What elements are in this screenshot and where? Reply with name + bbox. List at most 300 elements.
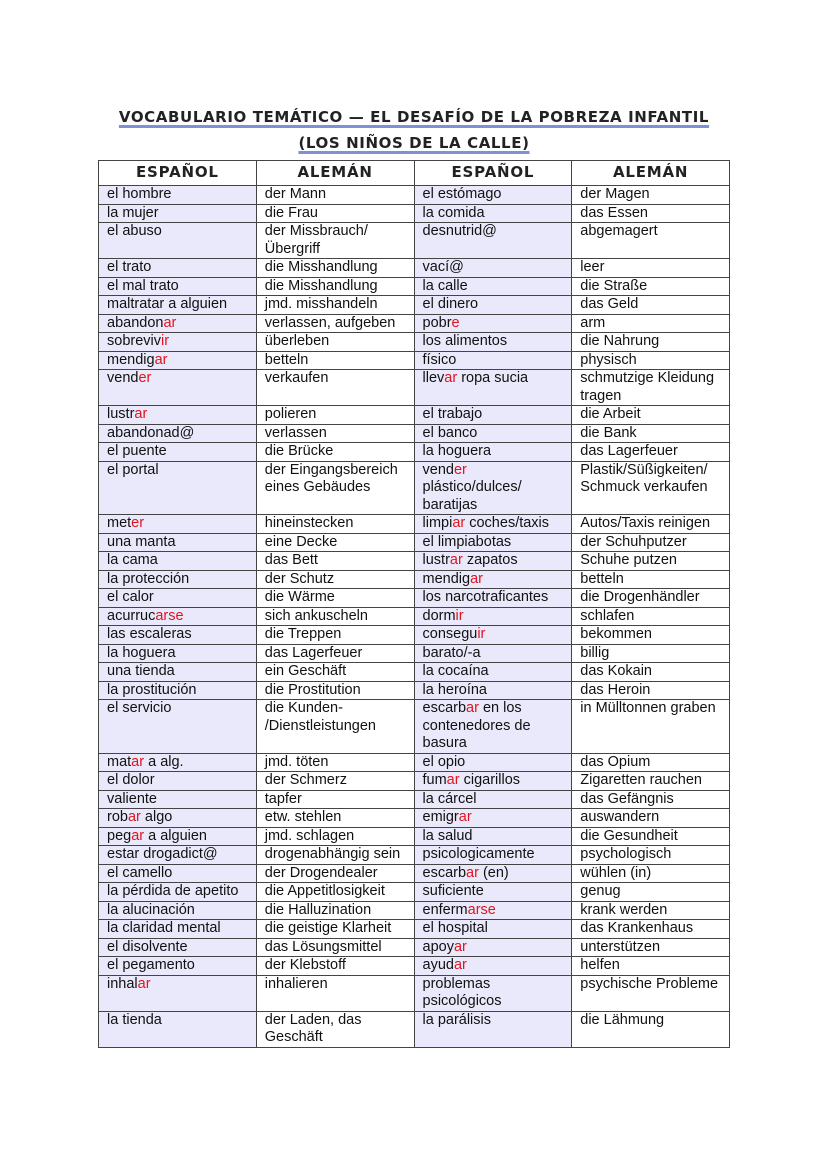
spanish-term-stem: sobreviv <box>107 333 161 349</box>
spanish-term <box>414 204 572 223</box>
table-row <box>99 957 730 976</box>
german-translation: physisch <box>572 351 730 370</box>
highlighted-verb-ending: er <box>138 370 152 386</box>
spanish-term-text: la protección <box>107 570 190 587</box>
spanish-term-stem: mendig <box>422 570 471 587</box>
spanish-term <box>414 1011 572 1047</box>
german-translation: überleben <box>256 333 414 352</box>
german-translation: psychische Probleme <box>572 975 730 1011</box>
spanish-term-stem: vend <box>422 461 454 478</box>
spanish-term <box>414 277 572 296</box>
spanish-term-stem: pobr <box>422 314 452 331</box>
german-translation: der Mann <box>256 186 414 205</box>
spanish-term-stem: mendig <box>107 351 155 368</box>
spanish-term-text: el camello <box>107 864 173 881</box>
spanish-term-stem: lustr <box>422 552 450 568</box>
spanish-term-text: el dolor <box>107 772 155 788</box>
german-translation: die Appetitlosigkeit <box>256 883 414 902</box>
german-translation: der Schuhputzer <box>572 533 730 552</box>
table-row <box>99 644 730 663</box>
spanish-term <box>99 938 257 957</box>
german-translation: ein Geschäft <box>256 663 414 682</box>
german-translation: Autos/Taxis reinigen <box>572 515 730 534</box>
table-row <box>99 846 730 865</box>
spanish-term <box>414 957 572 976</box>
german-translation: die Halluzination <box>256 901 414 920</box>
table-header-row <box>99 161 730 186</box>
spanish-term <box>99 846 257 865</box>
german-translation: helfen <box>572 957 730 976</box>
german-translation: der Schmerz <box>256 772 414 791</box>
column-header-german-1: ALEMÁN <box>256 161 414 186</box>
spanish-term-text: valiente <box>107 790 157 807</box>
highlighted-verb-ending: ar <box>446 772 460 788</box>
table-row <box>99 406 730 425</box>
highlighted-verb-ending: ar <box>154 351 168 368</box>
spanish-term <box>99 681 257 700</box>
spanish-term <box>99 406 257 425</box>
spanish-term-text: la calle <box>422 277 468 294</box>
table-row <box>99 223 730 259</box>
spanish-term <box>414 461 572 515</box>
spanish-term <box>99 644 257 663</box>
spanish-term <box>414 333 572 352</box>
spanish-term <box>414 626 572 645</box>
spanish-term <box>99 259 257 278</box>
column-header-german-2: ALEMÁN <box>572 161 730 186</box>
german-translation: der Magen <box>572 186 730 205</box>
spanish-term-stem: peg <box>107 827 132 844</box>
spanish-term <box>99 1011 257 1047</box>
spanish-term <box>414 920 572 939</box>
german-translation: sich ankuscheln <box>256 607 414 626</box>
spanish-term <box>414 827 572 846</box>
highlighted-verb-ending: ar <box>466 700 479 716</box>
table-row <box>99 296 730 315</box>
german-translation: die Treppen <box>256 626 414 645</box>
table-row <box>99 277 730 296</box>
spanish-term-text: el dinero <box>422 296 479 312</box>
spanish-term <box>99 883 257 902</box>
spanish-term-rest: zapatos <box>462 552 518 568</box>
spanish-term-stem: acurruc <box>107 607 156 624</box>
spanish-term <box>414 901 572 920</box>
spanish-term-text: físico <box>422 351 457 368</box>
german-translation: drogenabhängig sein <box>256 846 414 865</box>
spanish-term-text: el estómago <box>422 186 502 202</box>
table-row <box>99 570 730 589</box>
highlighted-verb-ending: ar <box>466 864 479 881</box>
german-translation: das Lagerfeuer <box>572 443 730 462</box>
german-translation: hineinstecken <box>256 515 414 534</box>
highlighted-verb-ending: ar <box>449 552 463 568</box>
german-translation: der Eingangsbereich eines Gebäudes <box>256 461 414 515</box>
spanish-term <box>99 223 257 259</box>
spanish-term-rest: ropa sucia <box>457 370 529 386</box>
spanish-term <box>414 259 572 278</box>
spanish-term <box>99 700 257 754</box>
german-translation: das Heroin <box>572 681 730 700</box>
spanish-term-text: la tienda <box>107 1011 162 1028</box>
spanish-term-stem: rob <box>107 809 128 825</box>
highlighted-verb-ending: er <box>453 461 467 478</box>
table-row <box>99 259 730 278</box>
table-row <box>99 938 730 957</box>
spanish-term <box>414 681 572 700</box>
spanish-term-text: vací@ <box>422 259 464 275</box>
german-translation: jmd. töten <box>256 753 414 772</box>
table-row <box>99 790 730 809</box>
spanish-term-text: la salud <box>422 827 473 844</box>
spanish-term-text: maltratar a alguien <box>107 296 228 312</box>
spanish-term-text: la hoguera <box>107 644 176 661</box>
spanish-term-text: la heroína <box>422 681 487 698</box>
page-title-text: VOCABULARIO TEMÁTICO — EL DESAFÍO DE LA POBREZA INFANTIL (LOS NIÑOS DE LA CALLE) <box>118 108 710 152</box>
spanish-term-text: una manta <box>107 533 176 550</box>
spanish-term-stem: escarb <box>422 864 467 881</box>
german-translation: die Arbeit <box>572 406 730 425</box>
table-row <box>99 333 730 352</box>
german-translation: verkaufen <box>256 370 414 406</box>
spanish-term <box>99 663 257 682</box>
spanish-term-text: el opio <box>422 753 466 770</box>
table-row <box>99 700 730 754</box>
table-row <box>99 681 730 700</box>
spanish-term-text: el calor <box>107 589 154 605</box>
spanish-term <box>99 589 257 608</box>
spanish-term <box>99 570 257 589</box>
german-translation: billig <box>572 644 730 663</box>
highlighted-verb-ending: ir <box>161 333 170 349</box>
table-row <box>99 809 730 828</box>
table-row <box>99 920 730 939</box>
spanish-term <box>414 607 572 626</box>
spanish-term-text: problemas psicológicos <box>422 975 502 1009</box>
spanish-term-rest: (en) <box>478 864 509 881</box>
spanish-term-text: la pérdida de apetito <box>107 883 239 899</box>
table-row <box>99 827 730 846</box>
german-translation: die Frau <box>256 204 414 223</box>
highlighted-verb-ending: ar <box>131 753 145 770</box>
spanish-term <box>99 351 257 370</box>
german-translation: die Wärme <box>256 589 414 608</box>
spanish-term <box>99 552 257 571</box>
spanish-term-stem: limpi <box>422 515 453 531</box>
spanish-term-text: desnutrid@ <box>422 223 497 239</box>
spanish-term <box>99 186 257 205</box>
spanish-term <box>99 424 257 443</box>
german-translation: das Geld <box>572 296 730 315</box>
spanish-term <box>99 461 257 515</box>
german-translation: die Bank <box>572 424 730 443</box>
german-translation: die Brücke <box>256 443 414 462</box>
table-row <box>99 753 730 772</box>
german-translation: die Gesundheit <box>572 827 730 846</box>
spanish-term <box>414 883 572 902</box>
spanish-term-stem: emigr <box>422 809 459 825</box>
german-translation: der Laden, das Geschäft <box>256 1011 414 1047</box>
highlighted-verb-ending: ar <box>131 827 145 844</box>
table-row <box>99 443 730 462</box>
table-row <box>99 424 730 443</box>
spanish-term <box>414 314 572 333</box>
spanish-term <box>414 864 572 883</box>
spanish-term-stem: apoy <box>422 938 454 955</box>
german-translation: das Bett <box>256 552 414 571</box>
spanish-term <box>99 790 257 809</box>
table-row <box>99 515 730 534</box>
spanish-term <box>414 370 572 406</box>
spanish-term <box>414 186 572 205</box>
german-translation: tapfer <box>256 790 414 809</box>
german-translation: arm <box>572 314 730 333</box>
highlighted-verb-ending: ar <box>452 515 466 531</box>
spanish-term <box>414 351 572 370</box>
german-translation: der Klebstoff <box>256 957 414 976</box>
german-translation: schmutzige Kleidung tragen <box>572 370 730 406</box>
highlighted-verb-ending: ir <box>477 626 486 642</box>
spanish-term <box>414 223 572 259</box>
spanish-term-text: la alucinación <box>107 901 195 918</box>
german-translation: die Misshandlung <box>256 277 414 296</box>
spanish-term <box>99 533 257 552</box>
spanish-term-text: el disolvente <box>107 938 188 955</box>
spanish-term-text: la mujer <box>107 204 159 221</box>
spanish-term-stem: fum <box>422 772 447 788</box>
spanish-term <box>99 809 257 828</box>
german-translation: das Krankenhaus <box>572 920 730 939</box>
highlighted-verb-ending: ar <box>444 370 458 386</box>
spanish-term <box>414 533 572 552</box>
page-title <box>98 104 730 156</box>
spanish-term-text: el abuso <box>107 223 162 239</box>
highlighted-verb-ending: arse <box>467 901 496 918</box>
spanish-term-text: la claridad mental <box>107 920 221 936</box>
german-translation: betteln <box>572 570 730 589</box>
german-translation: das Kokain <box>572 663 730 682</box>
spanish-term <box>99 204 257 223</box>
spanish-term-stem: lustr <box>107 406 135 422</box>
spanish-term-stem: abandon <box>107 314 164 331</box>
german-translation: etw. stehlen <box>256 809 414 828</box>
table-row <box>99 533 730 552</box>
table-row <box>99 351 730 370</box>
spanish-term-text: el servicio <box>107 700 172 716</box>
highlighted-verb-ending: ar <box>163 314 177 331</box>
german-translation: inhalieren <box>256 975 414 1011</box>
table-row <box>99 552 730 571</box>
german-translation: polieren <box>256 406 414 425</box>
highlighted-verb-ending: ar <box>137 975 151 992</box>
spanish-term <box>414 644 572 663</box>
german-translation: jmd. schlagen <box>256 827 414 846</box>
spanish-term-stem: mat <box>107 753 132 770</box>
highlighted-verb-ending: e <box>451 314 460 331</box>
spanish-term-text: los alimentos <box>422 333 508 349</box>
table-row <box>99 975 730 1011</box>
german-translation: Schuhe putzen <box>572 552 730 571</box>
spanish-term-rest: a alguien <box>144 827 207 844</box>
highlighted-verb-ending: ir <box>455 607 464 624</box>
spanish-term <box>99 626 257 645</box>
table-row <box>99 901 730 920</box>
spanish-term-text: el trabajo <box>422 406 483 422</box>
spanish-term-text: los narcotraficantes <box>422 589 549 605</box>
spanish-term-text: la prostitución <box>107 681 197 698</box>
german-translation: die Misshandlung <box>256 259 414 278</box>
highlighted-verb-ending: er <box>131 515 145 531</box>
spanish-term-rest: coches/taxis <box>465 515 550 531</box>
spanish-term-text: psicologicamente <box>422 846 535 862</box>
spanish-term <box>99 607 257 626</box>
spanish-term-stem: met <box>107 515 132 531</box>
german-translation: der Missbrauch/ Übergriff <box>256 223 414 259</box>
german-translation: der Schutz <box>256 570 414 589</box>
german-translation: die Nahrung <box>572 333 730 352</box>
german-translation: jmd. misshandeln <box>256 296 414 315</box>
table-row <box>99 589 730 608</box>
spanish-term <box>414 846 572 865</box>
spanish-term <box>99 370 257 406</box>
spanish-term <box>414 938 572 957</box>
spanish-term-stem: escarb <box>422 700 467 716</box>
german-translation: unterstützen <box>572 938 730 957</box>
spanish-term <box>414 515 572 534</box>
spanish-term-rest: algo <box>140 809 173 825</box>
spanish-term-text: la cárcel <box>422 790 477 807</box>
spanish-term-text: el trato <box>107 259 152 275</box>
table-row <box>99 883 730 902</box>
spanish-term <box>414 753 572 772</box>
table-row <box>99 204 730 223</box>
spanish-term-rest: a alg. <box>144 753 184 770</box>
german-translation: krank werden <box>572 901 730 920</box>
german-translation: genug <box>572 883 730 902</box>
spanish-term-text: estar drogadict@ <box>107 846 218 862</box>
spanish-term <box>414 570 572 589</box>
table-row <box>99 370 730 406</box>
spanish-term <box>414 406 572 425</box>
spanish-term <box>414 552 572 571</box>
spanish-term-stem: vend <box>107 370 139 386</box>
german-translation: psychologisch <box>572 846 730 865</box>
table-row <box>99 772 730 791</box>
spanish-term-text: la cocaína <box>422 663 489 679</box>
highlighted-verb-ending: ar <box>453 957 467 973</box>
german-translation: Plastik/Süßigkeiten/ Schmuck verkaufen <box>572 461 730 515</box>
german-translation: auswandern <box>572 809 730 828</box>
spanish-term-text: la cama <box>107 552 158 568</box>
highlighted-verb-ending: ar <box>127 809 141 825</box>
spanish-term <box>99 864 257 883</box>
spanish-term-text: la hoguera <box>422 443 492 459</box>
spanish-term-rest: cigarillos <box>459 772 521 788</box>
spanish-term <box>414 700 572 754</box>
german-translation: bekommen <box>572 626 730 645</box>
table-row <box>99 864 730 883</box>
highlighted-verb-ending: arse <box>155 607 184 624</box>
table-row <box>99 1011 730 1047</box>
spanish-term <box>414 975 572 1011</box>
german-translation: der Drogendealer <box>256 864 414 883</box>
highlighted-verb-ending: ar <box>458 809 472 825</box>
column-header-spanish-2: ESPAÑOL <box>414 161 572 186</box>
table-row <box>99 607 730 626</box>
spanish-term <box>99 753 257 772</box>
spanish-term <box>99 333 257 352</box>
vocabulary-table <box>98 160 730 1048</box>
spanish-term <box>99 957 257 976</box>
german-translation: das Gefängnis <box>572 790 730 809</box>
german-translation: verlassen, aufgeben <box>256 314 414 333</box>
highlighted-verb-ending: ar <box>470 570 483 587</box>
german-translation: die Straße <box>572 277 730 296</box>
table-row <box>99 314 730 333</box>
spanish-term <box>99 920 257 939</box>
spanish-term-text: el hospital <box>422 920 488 936</box>
spanish-term <box>414 443 572 462</box>
german-translation: das Lagerfeuer <box>256 644 414 663</box>
german-translation: verlassen <box>256 424 414 443</box>
spanish-term <box>414 772 572 791</box>
spanish-term <box>414 589 572 608</box>
spanish-term <box>414 296 572 315</box>
spanish-term-text: la comida <box>422 204 485 221</box>
german-translation: eine Decke <box>256 533 414 552</box>
german-translation: abgemagert <box>572 223 730 259</box>
spanish-term-stem: enferm <box>422 901 468 918</box>
german-translation: die Kunden- /Dienstleistungen <box>256 700 414 754</box>
highlighted-verb-ending: ar <box>453 938 467 955</box>
spanish-term-stem: dorm <box>422 607 456 624</box>
spanish-term-text: el hombre <box>107 186 172 202</box>
table-row <box>99 626 730 645</box>
spanish-term-rest: en los contenedores de basura <box>422 700 531 751</box>
highlighted-verb-ending: ar <box>134 406 148 422</box>
spanish-term <box>99 277 257 296</box>
spanish-term-text: el puente <box>107 443 167 459</box>
spanish-term <box>99 296 257 315</box>
german-translation: leer <box>572 259 730 278</box>
spanish-term-rest: plástico/dulces/ baratijas <box>422 479 522 513</box>
german-translation: schlafen <box>572 607 730 626</box>
spanish-term <box>99 443 257 462</box>
german-translation: das Opium <box>572 753 730 772</box>
spanish-term <box>99 975 257 1011</box>
german-translation: wühlen (in) <box>572 864 730 883</box>
german-translation: Zigaretten rauchen <box>572 772 730 791</box>
spanish-term <box>414 809 572 828</box>
spanish-term <box>99 901 257 920</box>
spanish-term-stem: llev <box>422 370 445 386</box>
spanish-term-text: las escaleras <box>107 626 192 642</box>
german-translation: die Prostitution <box>256 681 414 700</box>
german-translation: betteln <box>256 351 414 370</box>
german-translation: das Essen <box>572 204 730 223</box>
spanish-term-text: el mal trato <box>107 277 179 294</box>
spanish-term <box>414 424 572 443</box>
german-translation: die Drogenhändler <box>572 589 730 608</box>
spanish-term-text: barato/-a <box>422 644 481 661</box>
german-translation: die geistige Klarheit <box>256 920 414 939</box>
table-row <box>99 461 730 515</box>
spanish-term-stem: ayud <box>422 957 454 973</box>
spanish-term <box>99 772 257 791</box>
spanish-term-text: el limpiabotas <box>422 533 512 550</box>
vocabulary-table-body <box>99 186 730 1048</box>
column-header-spanish-1: ESPAÑOL <box>99 161 257 186</box>
spanish-term-text: abandonad@ <box>107 424 195 441</box>
